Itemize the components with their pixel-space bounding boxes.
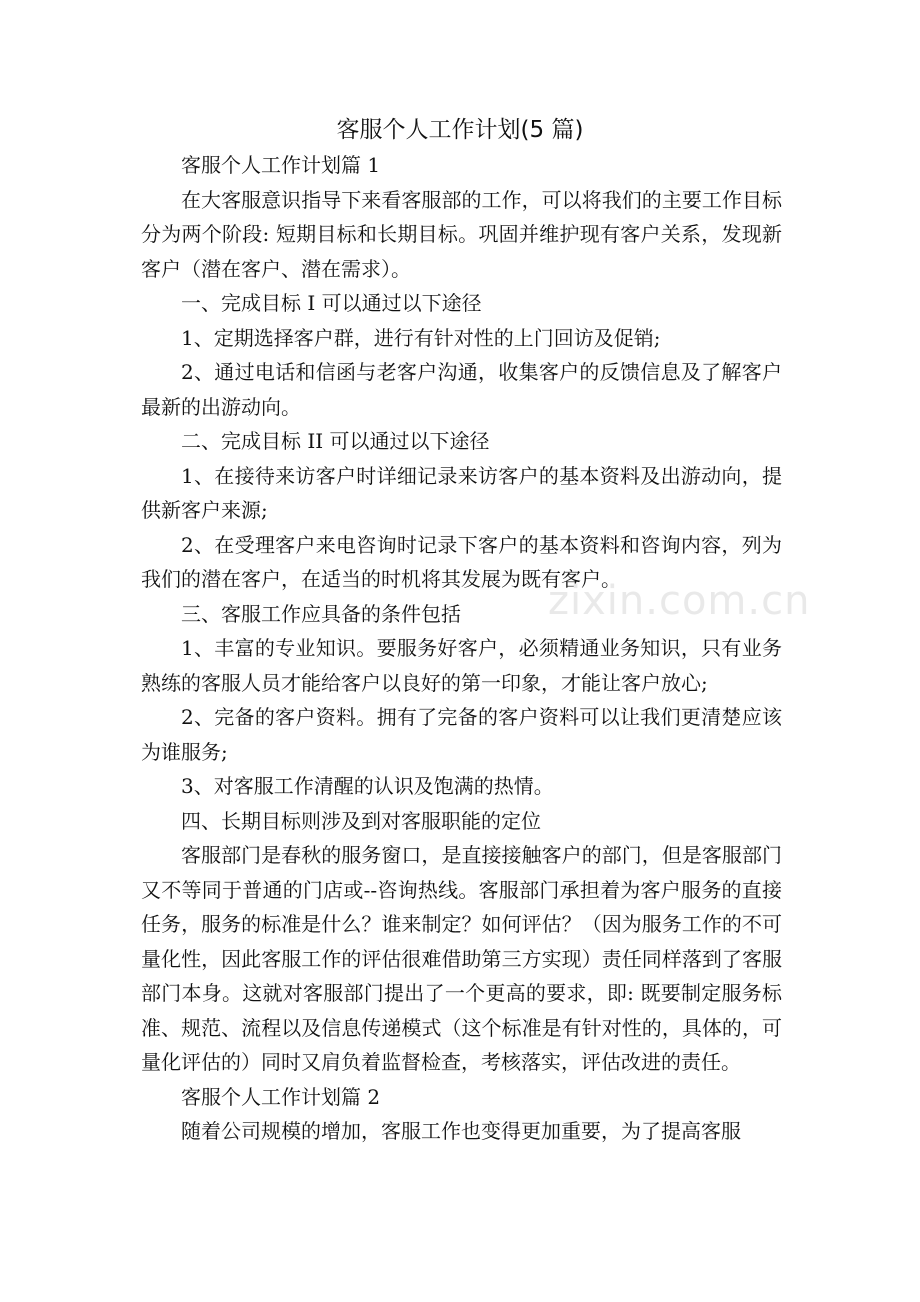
list-item: 2、完备的客户资料。拥有了完备的客户资料可以让我们更清楚应该为谁服务; — [141, 705, 782, 764]
list-item: 3、对客服工作清醒的认识及饱满的热情。 — [181, 774, 554, 798]
list-item: 1、在接待来访客户时详细记录来访客户的基本资料及出游动向，提供新客户来源; — [141, 463, 782, 522]
body-paragraph: 客服部门是春秋的服务窗口，是直接接触客户的部门，但是客服部门又不等同于普通的门店或--咨询热线。客服部门承担着为客户服务的直接任务，服务的标准是什么？谁来制定？如何评估？（因为服务工作的不可量化性，因此客服工作的评估很难借助第三方实现）责任同样落到了客服部门本身。这就对客服部门提出了一个更高的要求，即: 既要制定服务标准、规范、流程以及信息传递模式（这个标准是有针对性的，具体的，可量化评估的）同时又肩负着监督检查，考核落实，评估改进的责任。 — [141, 843, 782, 1074]
subsection-heading: 二、完成目标 II 可以通过以下途径 — [181, 429, 490, 453]
list-item: 1、定期选择客户群，进行有针对性的上门回访及促销; — [181, 325, 661, 350]
subsection-heading: 四、长期目标则涉及到对客服职能的定位 — [181, 808, 541, 833]
subsection-heading: 一、完成目标 I 可以通过以下途径 — [181, 291, 482, 315]
document-title: 客服个人工作计划(5 篇) — [336, 117, 584, 143]
body-paragraph: 随着公司规模的增加，客服工作也变得更加重要，为了提高客服 — [181, 1119, 741, 1143]
watermark: zixin.com.cn — [548, 578, 811, 624]
section-heading: 客服个人工作计划篇 2 — [181, 1084, 381, 1109]
section-heading: 客服个人工作计划篇 1 — [181, 153, 381, 177]
document-body — [141, 148, 782, 1149]
subsection-heading: 三、客服工作应具备的条件包括 — [181, 601, 461, 626]
list-item: 2、在受理客户来电咨询时记录下客户的基本资料和咨询内容，列为我们的潜在客户，在适当的时机将其发展为既有客户。 — [141, 532, 782, 591]
body-paragraph: 在大客服意识指导下来看客服部的工作，可以将我们的主要工作目标分为两个阶段: 短期目标和长期目标。巩固并维护现有客户关系，发现新客户（潜在客户、潜在需求）。 — [141, 187, 782, 281]
list-item: 1、丰富的专业知识。要服务好客户，必须精通业务知识，只有业务熟练的客服人员才能给客户以良好的第一印象，才能让客户放心; — [141, 636, 782, 695]
list-item: 2、通过电话和信函与老客户沟通，收集客户的反馈信息及了解客户最新的出游动向。 — [141, 360, 782, 419]
